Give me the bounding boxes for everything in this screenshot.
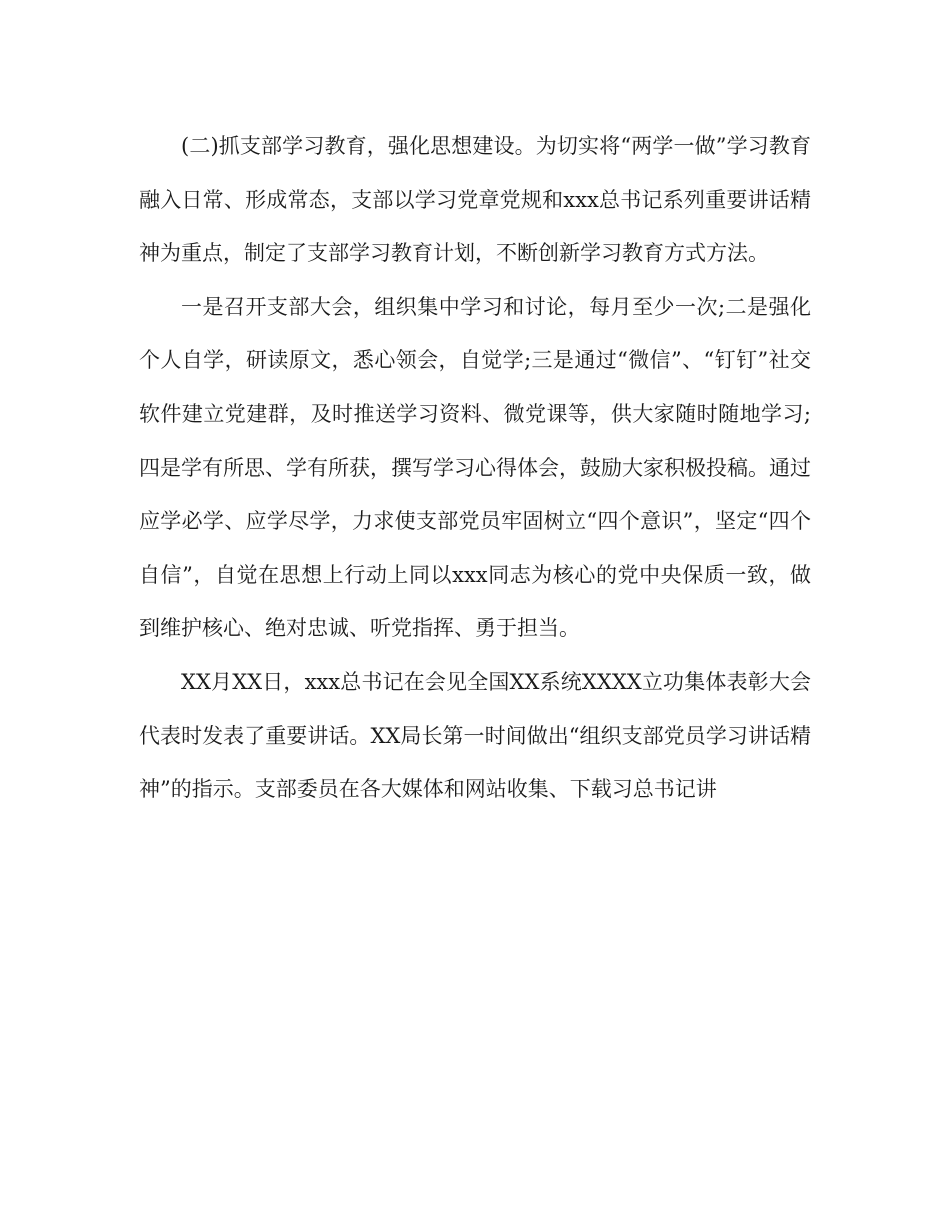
paragraph-study-methods: 一是召开支部大会，组织集中学习和讨论，每月至少一次;二是强化个人自学，研读原文，悉心领会，自觉学;三是通过“微信”、“钉钉”社交软件建立党建群，及时推送学习资料、微党课等，供大家随时随地学习;四是学有所思、学有所获，撰写学习心得体会，鼓励大家积极投稿。通过应学必学、应学尽学，力求使支部党员牢固树立“四个意识”，坚定“四个自信”，自觉在思想上行动上同以xxx同志为核心的党中央保质一致，做到维护核心、绝对忠诚、听党指挥、勇于担当。	[139, 294, 811, 641]
paragraph-study-education: (二)抓支部学习教育，强化思想建设。为切实将“两学一做”学习教育融入日常、形成常态，支部以学习党章党规和xxx总书记系列重要讲话精神为重点，制定了支部学习教育计划，不断创新学习教育方式方法。	[139, 134, 811, 266]
document-body	[139, 120, 811, 817]
paragraph-speech-study: XX月XX日，xxx总书记在会见全国XX系统XXXX立功集体表彰大会代表时发表了重要讲话。XX局长第一时间做出“组织支部党员学习讲话精神”的指示。支部委员在各大媒体和网站收集、下载习总书记讲	[139, 669, 811, 802]
